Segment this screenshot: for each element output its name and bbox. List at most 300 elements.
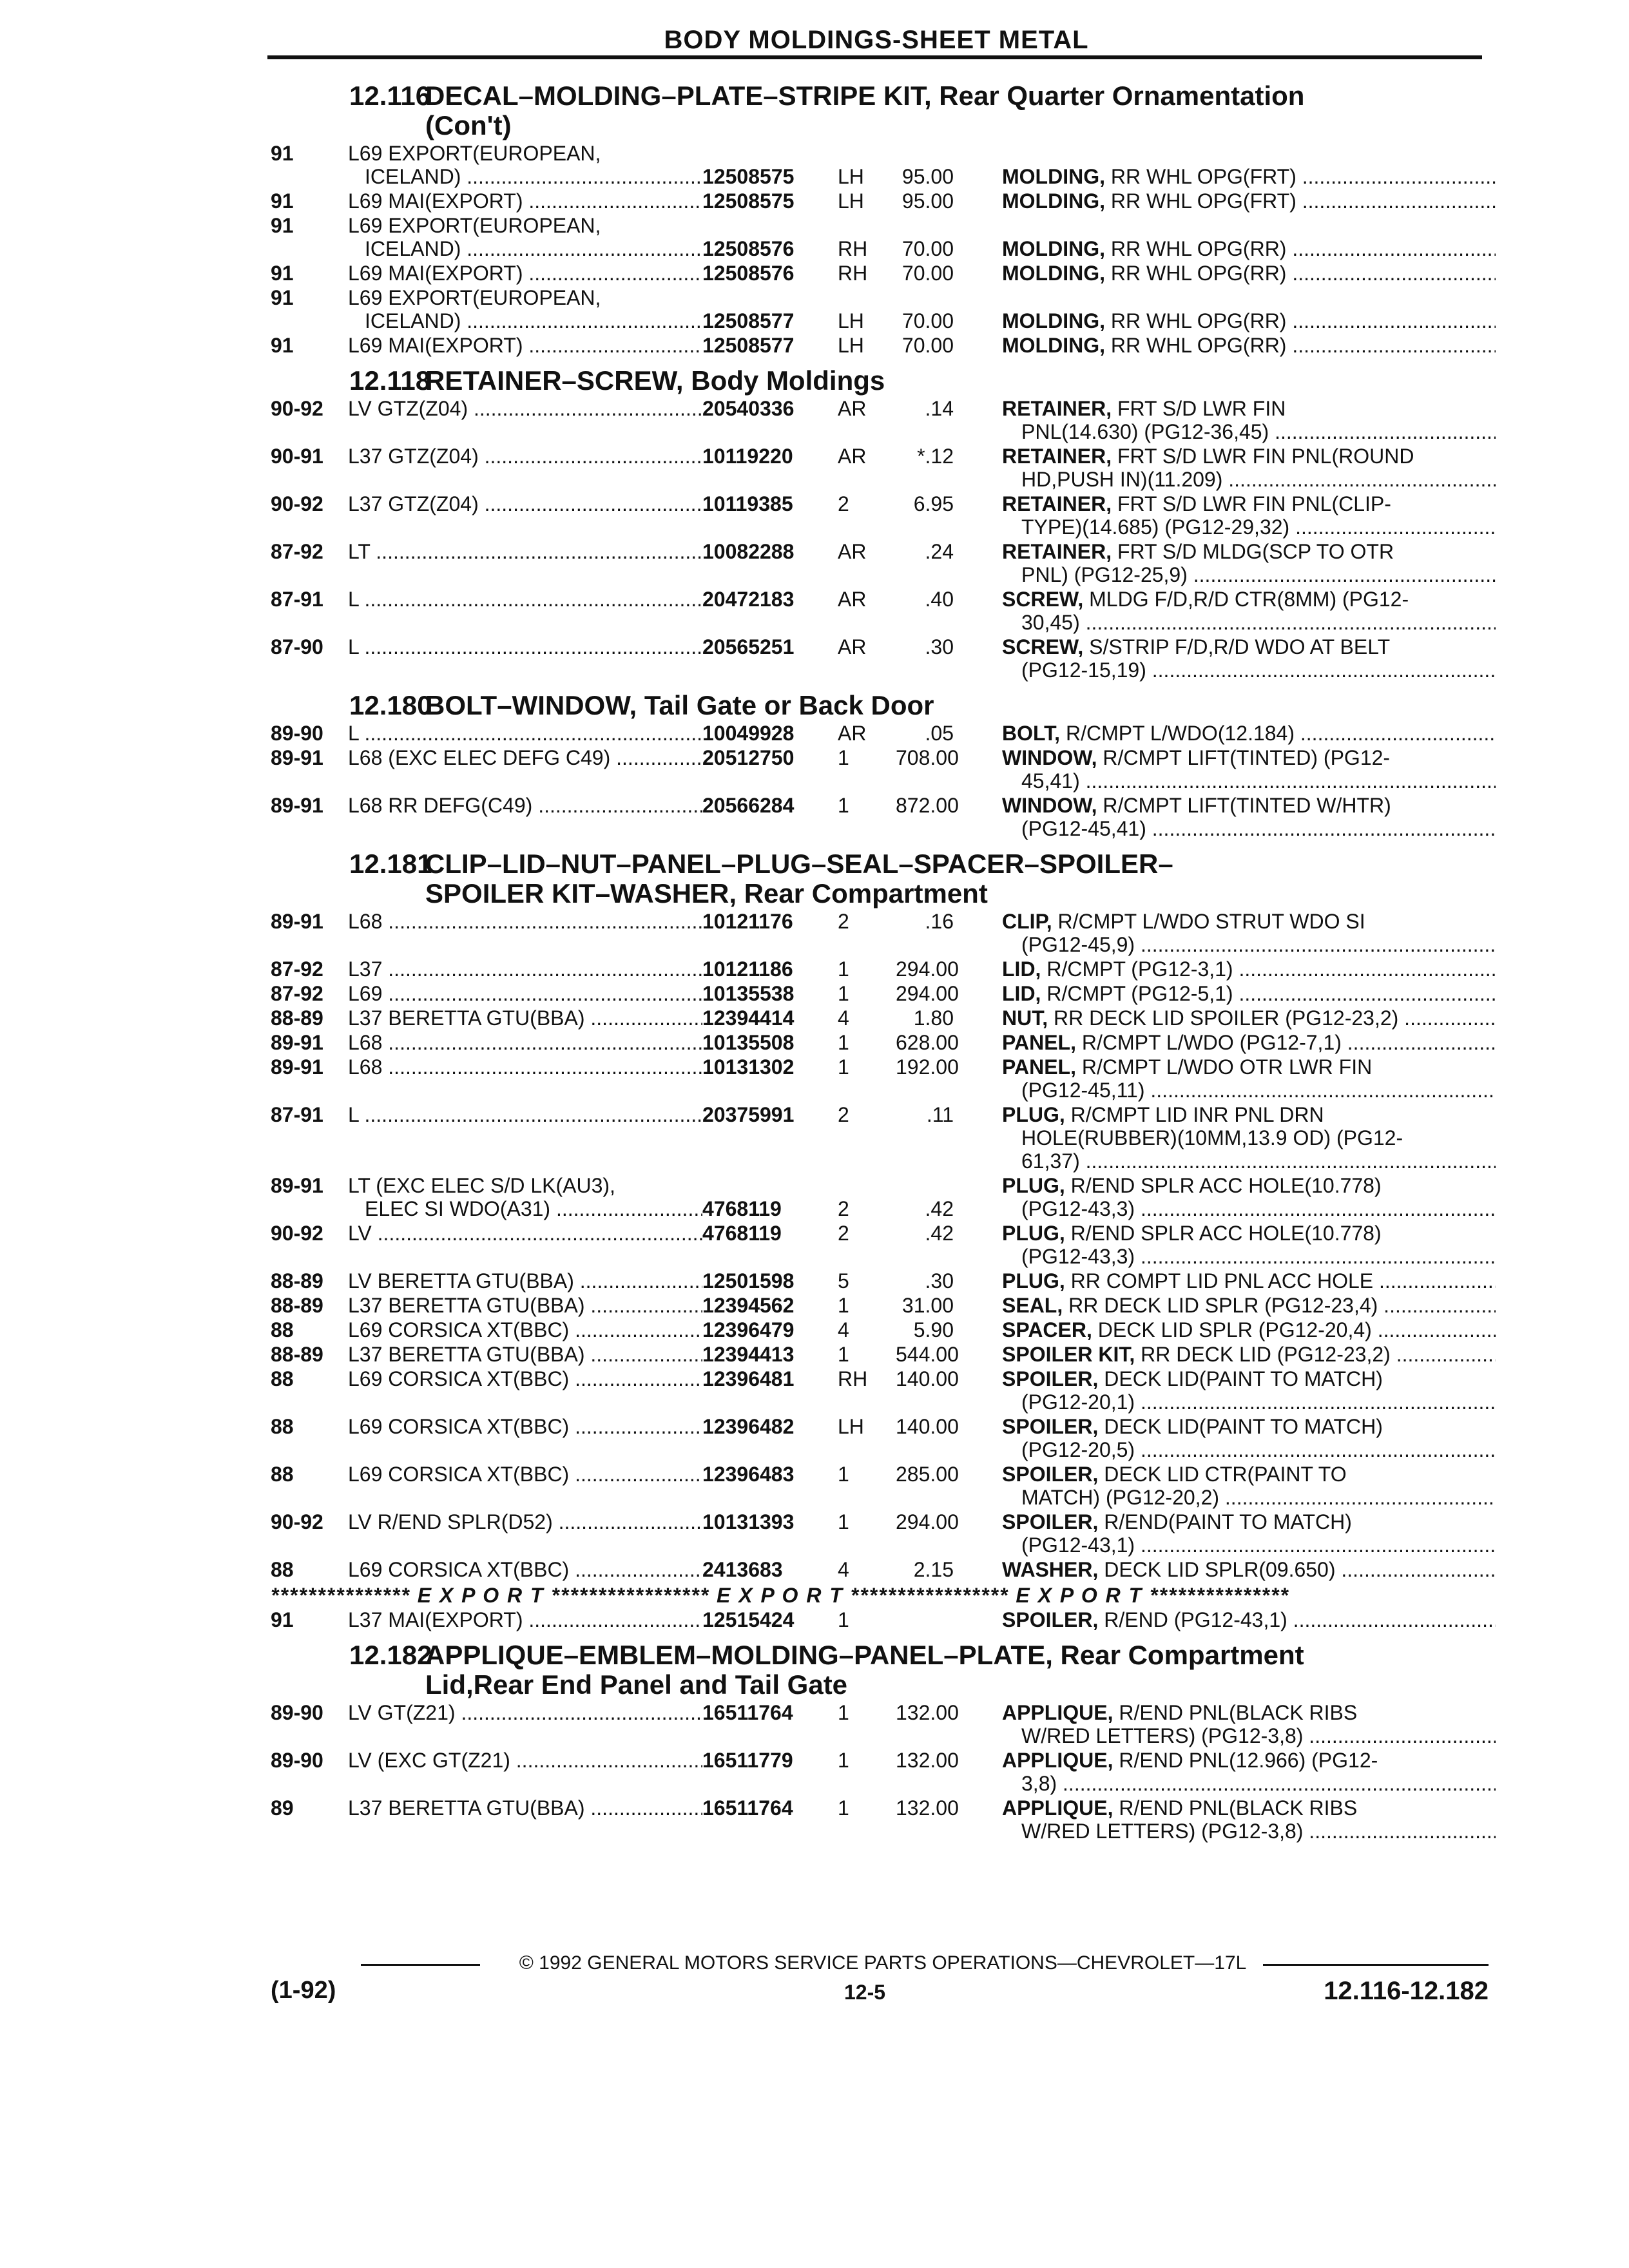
quantity: 2	[838, 1222, 849, 1245]
description	[974, 492, 1496, 539]
model-year: 90-92	[271, 492, 323, 515]
description-line: (PG12-43,1) .....	[1002, 1533, 1496, 1557]
description-name: RETAINER,	[1002, 397, 1112, 420]
description-name: APPLIQUE,	[1002, 1701, 1113, 1724]
quantity: LH	[838, 165, 864, 188]
description	[974, 334, 1496, 357]
model-cell	[348, 957, 702, 981]
model-year: 89-91	[271, 1055, 323, 1079]
model-line: LV BERETTA GTU(BBA) .....	[348, 1269, 702, 1293]
description	[974, 746, 1496, 793]
part-row	[271, 262, 1495, 285]
description-name: RETAINER,	[1002, 492, 1112, 515]
model-cell	[348, 262, 702, 285]
part-row	[271, 492, 1495, 539]
model-year: 89	[271, 1796, 294, 1820]
model-line: L37 BERETTA GTU(BBA) .....	[348, 1294, 702, 1317]
description-line: BOLT, R/CMPT L/WDO(12.184) .....	[1002, 722, 1496, 745]
description-line: MOLDING, RR WHL OPG(RR) .....	[1002, 334, 1496, 357]
part-number: 12394414	[702, 1006, 795, 1030]
model-year: 89-91	[271, 746, 323, 769]
quantity: LH	[838, 334, 864, 357]
model-cell	[348, 1415, 702, 1461]
description-line: 61,37) .....	[1002, 1149, 1496, 1173]
description-name: NUT,	[1002, 1006, 1048, 1030]
description-line: LID, R/CMPT (PG12-3,1) .....	[1002, 957, 1496, 981]
model-year: 89-91	[271, 1174, 323, 1197]
part-number: 20566284	[702, 794, 795, 817]
quantity: AR	[838, 635, 867, 658]
description-name: SPOILER,	[1002, 1510, 1099, 1533]
description-name: SPACER,	[1002, 1318, 1092, 1341]
description	[974, 982, 1496, 1005]
model-line: L68 (EXC ELEC DEFG C49) .....	[348, 746, 702, 769]
price: 95.00	[901, 189, 954, 213]
price: .14	[925, 397, 954, 420]
quantity: 1	[838, 1608, 849, 1631]
part-number: 12394562	[702, 1294, 795, 1317]
price: 6.95	[913, 492, 954, 515]
description-line: PNL) (PG12-25,9) .....	[1002, 563, 1496, 586]
description-name: SPOILER,	[1002, 1608, 1099, 1631]
model-year: 88	[271, 1367, 294, 1390]
part-number: 16511764	[702, 1796, 793, 1820]
description-name: LID,	[1002, 982, 1041, 1005]
part-number: 10082288	[702, 540, 795, 563]
description	[974, 540, 1496, 586]
description-line: 3,8) .....	[1002, 1772, 1496, 1795]
quantity: 4	[838, 1006, 849, 1030]
model-line: L69 MAI(EXPORT) .....	[348, 189, 702, 213]
description-line: SPOILER, DECK LID(PAINT TO MATCH)	[1002, 1367, 1383, 1390]
model-line: L37 MAI(EXPORT) .....	[348, 1608, 702, 1631]
quantity: 2	[838, 1103, 849, 1126]
model-cell	[348, 1006, 702, 1030]
price: 285.00	[896, 1463, 959, 1486]
part-number: 12508575	[702, 165, 795, 188]
description-line: NUT, RR DECK LID SPOILER (PG12-23,2) .....	[1002, 1006, 1496, 1030]
description-line: WINDOW, R/CMPT LIFT(TINTED W/HTR)	[1002, 794, 1391, 817]
description-name: MOLDING,	[1002, 189, 1105, 213]
model-year: 89-90	[271, 722, 323, 745]
part-row	[271, 1055, 1495, 1102]
model-line: L69 EXPORT(EUROPEAN,	[348, 214, 601, 237]
model-line: LV GTZ(Z04) .....	[348, 397, 702, 420]
price: 95.00	[901, 165, 954, 188]
model-year: 91	[271, 214, 294, 237]
quantity: AR	[838, 445, 867, 468]
model-line: L68 .....	[348, 1055, 702, 1079]
part-row	[271, 540, 1495, 586]
model-line: L37 .....	[348, 957, 702, 981]
description	[974, 165, 1496, 188]
part-row	[271, 1318, 1495, 1341]
model-year: 87-91	[271, 588, 323, 611]
model-line: L69 CORSICA XT(BBC) .....	[348, 1558, 702, 1581]
description-name: WINDOW,	[1002, 794, 1097, 817]
part-number: 10049928	[702, 722, 795, 745]
model-cell	[348, 1367, 702, 1414]
quantity: 1	[838, 746, 849, 769]
description	[974, 1055, 1496, 1102]
model-year: 88-89	[271, 1294, 323, 1317]
model-line: L37 GTZ(Z04) .....	[348, 492, 702, 515]
quantity: RH	[838, 237, 868, 260]
part-number: 20375991	[702, 1103, 795, 1126]
model-year: 89-91	[271, 794, 323, 817]
part-row	[271, 1749, 1495, 1795]
description-line: W/RED LETTERS) (PG12-3,8) .....	[1002, 1820, 1496, 1843]
part-number: 12508575	[702, 189, 795, 213]
model-line: L .....	[348, 588, 702, 611]
description-line: MOLDING, RR WHL OPG(RR) .....	[1002, 237, 1496, 260]
description-name: MOLDING,	[1002, 334, 1105, 357]
price: 5.90	[913, 1318, 954, 1341]
part-number: 12394413	[702, 1343, 795, 1366]
model-line: ICELAND) .....	[348, 165, 702, 188]
model-year: 88	[271, 1415, 294, 1438]
model-line: LT (EXC ELEC S/D LK(AU3),	[348, 1174, 615, 1197]
price: .11	[926, 1103, 954, 1126]
part-row	[271, 1558, 1495, 1581]
description-line: SPACER, DECK LID SPLR (PG12-20,4) .....	[1002, 1318, 1496, 1341]
part-row	[271, 286, 1495, 332]
part-number: 12396482	[702, 1415, 795, 1438]
quantity: 1	[838, 794, 849, 817]
price: 132.00	[896, 1796, 959, 1820]
part-row	[271, 588, 1495, 634]
description-line: APPLIQUE, R/END PNL(BLACK RIBS	[1002, 1701, 1358, 1724]
description-line: SCREW, S/STRIP F/D,R/D WDO AT BELT	[1002, 635, 1391, 658]
description	[974, 1222, 1496, 1268]
section-title	[425, 849, 1495, 908]
description-line: RETAINER, FRT S/D LWR FIN	[1002, 397, 1286, 420]
section-title-line: BOLT–WINDOW, Tail Gate or Back Door	[425, 690, 934, 720]
description-name: SPOILER,	[1002, 1367, 1099, 1390]
model-cell	[348, 397, 702, 443]
section-number: 12.116	[349, 81, 431, 111]
quantity: LH	[838, 1415, 864, 1438]
description-line: PLUG, R/CMPT LID INR PNL DRN	[1002, 1103, 1324, 1126]
model-year: 88-89	[271, 1269, 323, 1293]
part-number: 10119220	[702, 445, 793, 468]
description-line: (PG12-43,3) .....	[1002, 1245, 1496, 1268]
part-number: 12396483	[702, 1463, 795, 1486]
description-name: PLUG,	[1002, 1103, 1065, 1126]
description	[974, 1031, 1496, 1054]
part-number: 10131393	[702, 1510, 795, 1533]
model-cell	[348, 1055, 702, 1102]
part-row	[271, 982, 1495, 1005]
quantity: RH	[838, 1367, 868, 1390]
model-year: 91	[271, 286, 294, 309]
description-line: PANEL, R/CMPT L/WDO (PG12-7,1) .....	[1002, 1031, 1496, 1054]
description-name: APPLIQUE,	[1002, 1796, 1113, 1820]
price: 294.00	[896, 1510, 959, 1533]
description-name: SPOILER KIT,	[1002, 1343, 1135, 1366]
part-row	[271, 1006, 1495, 1030]
description-line: (PG12-20,1) .....	[1002, 1390, 1496, 1414]
model-line: ELEC SI WDO(A31) .....	[348, 1197, 702, 1220]
price: 2.15	[913, 1558, 954, 1581]
part-number: 12508577	[702, 309, 795, 332]
quantity: AR	[838, 540, 867, 563]
part-row	[271, 142, 1495, 188]
part-row	[271, 1701, 1495, 1747]
model-cell	[348, 540, 702, 586]
model-line: LV GT(Z21) .....	[348, 1701, 702, 1724]
description-line: PLUG, R/END SPLR ACC HOLE(10.778)	[1002, 1222, 1382, 1245]
quantity: AR	[838, 722, 867, 745]
export-divider: *************** E X P O R T ***************** E X P O R T ***************** E X P O R T ***************	[271, 1584, 1289, 1607]
quantity: AR	[838, 588, 867, 611]
model-line: LV (EXC GT(Z21) .....	[348, 1749, 702, 1772]
footer-page-number: 12-5	[844, 1981, 886, 2004]
quantity: LH	[838, 309, 864, 332]
price	[896, 1608, 973, 1631]
description-line: PLUG, RR COMPT LID PNL ACC HOLE .....	[1002, 1269, 1496, 1293]
section-heading	[271, 1640, 1495, 1700]
description	[974, 794, 1496, 840]
description-line: RETAINER, FRT S/D LWR FIN PNL(ROUND	[1002, 445, 1414, 468]
model-line: LV .....	[348, 1222, 702, 1245]
part-number: 20512750	[702, 746, 795, 769]
part-number: 12396481	[702, 1367, 795, 1390]
part-row	[271, 1343, 1495, 1366]
model-cell	[348, 1796, 702, 1843]
description-line: APPLIQUE, R/END PNL(BLACK RIBS	[1002, 1796, 1358, 1820]
description	[974, 635, 1496, 682]
model-cell	[348, 1701, 702, 1747]
price: .16	[925, 910, 954, 933]
description	[974, 445, 1496, 491]
price: 708.00	[896, 746, 959, 769]
part-row	[271, 1415, 1495, 1461]
description	[974, 1510, 1496, 1557]
model-line: L37 BERETTA GTU(BBA) .....	[348, 1343, 702, 1366]
description	[974, 910, 1496, 956]
part-row	[271, 746, 1495, 793]
part-number: 10135508	[702, 1031, 795, 1054]
part-row	[271, 1463, 1495, 1509]
section-title	[425, 366, 1495, 396]
description-line: SPOILER, DECK LID CTR(PAINT TO	[1002, 1463, 1347, 1486]
section-heading	[271, 691, 1495, 720]
part-number: 12508576	[702, 262, 795, 285]
part-row	[271, 397, 1495, 443]
quantity: 1	[838, 1031, 849, 1054]
price: .30	[925, 635, 954, 658]
model-year: 88	[271, 1318, 294, 1341]
quantity: RH	[838, 262, 868, 285]
section-title-line: APPLIQUE–EMBLEM–MOLDING–PANEL–PLATE, Rear Compartment	[425, 1640, 1304, 1670]
model-line: L68 .....	[348, 910, 702, 933]
description	[974, 237, 1496, 260]
model-cell	[348, 1558, 702, 1581]
quantity: 1	[838, 1055, 849, 1079]
quantity: 4	[838, 1558, 849, 1581]
model-year: 87-92	[271, 957, 323, 981]
price: 140.00	[896, 1415, 959, 1438]
description	[974, 1367, 1496, 1414]
description-line: SCREW, MLDG F/D,R/D CTR(8MM) (PG12-	[1002, 588, 1409, 611]
description-name: RETAINER,	[1002, 540, 1112, 563]
part-row	[271, 214, 1495, 260]
description-name: PANEL,	[1002, 1031, 1076, 1054]
model-line: L69 CORSICA XT(BBC) .....	[348, 1318, 702, 1341]
part-row	[271, 635, 1495, 682]
model-line: L69 CORSICA XT(BBC) .....	[348, 1367, 702, 1390]
part-row	[271, 722, 1495, 745]
description-line: SPOILER, R/END(PAINT TO MATCH)	[1002, 1510, 1352, 1533]
section-title-line: SPOILER KIT–WASHER, Rear Compartment	[425, 878, 988, 908]
section-title	[425, 1640, 1495, 1700]
section-number: 12.118	[349, 365, 431, 396]
section-title	[425, 81, 1495, 140]
description	[974, 189, 1496, 213]
description	[974, 262, 1496, 285]
section-title	[425, 691, 1495, 720]
model-line: L69 CORSICA XT(BBC) .....	[348, 1463, 702, 1486]
model-cell	[348, 1031, 702, 1054]
quantity: 2	[838, 492, 849, 515]
price: .40	[925, 588, 954, 611]
section-title-line: RETAINER–SCREW, Body Moldings	[425, 365, 885, 396]
price: 70.00	[901, 334, 954, 357]
model-cell	[348, 1463, 702, 1509]
quantity: 5	[838, 1269, 849, 1293]
price: 70.00	[901, 237, 954, 260]
model-cell	[348, 1222, 702, 1268]
part-row	[271, 1031, 1495, 1054]
model-cell	[348, 1294, 702, 1317]
model-cell	[348, 1510, 702, 1557]
description	[974, 1463, 1496, 1509]
model-line: L .....	[348, 635, 702, 658]
price: .42	[925, 1197, 954, 1220]
model-year: 88-89	[271, 1006, 323, 1030]
description	[974, 1318, 1496, 1341]
description-name: PLUG,	[1002, 1222, 1065, 1245]
price: 628.00	[896, 1031, 959, 1054]
section-number: 12.181	[349, 849, 432, 879]
model-year: 89-91	[271, 1031, 323, 1054]
model-cell	[348, 1343, 702, 1366]
model-cell	[348, 1174, 702, 1220]
section-heading	[271, 849, 1495, 908]
description-line: (PG12-45,11) .....	[1002, 1079, 1496, 1102]
quantity: 1	[838, 1510, 849, 1533]
price: .24	[925, 540, 954, 563]
description-line: CLIP, R/CMPT L/WDO STRUT WDO SI	[1002, 910, 1365, 933]
model-line: L37 BERETTA GTU(BBA) .....	[348, 1796, 702, 1820]
model-line: L69 MAI(EXPORT) .....	[348, 334, 702, 357]
model-year: 87-92	[271, 982, 323, 1005]
catalog-content	[271, 72, 1495, 1843]
model-cell	[348, 189, 702, 213]
description-name: LID,	[1002, 957, 1041, 981]
model-cell	[348, 445, 702, 491]
quantity: 1	[838, 1343, 849, 1366]
description-line: W/RED LETTERS) (PG12-3,8) .....	[1002, 1724, 1496, 1747]
model-year: 91	[271, 334, 294, 357]
description-name: CLIP,	[1002, 910, 1052, 933]
description	[974, 1343, 1496, 1366]
part-number: 4768119	[702, 1197, 782, 1220]
part-row	[271, 445, 1495, 491]
description-line: MOLDING, RR WHL OPG(RR) .....	[1002, 262, 1496, 285]
part-number: 12508577	[702, 334, 795, 357]
model-cell	[348, 1318, 702, 1341]
description-line: SPOILER KIT, RR DECK LID (PG12-23,2) .....	[1002, 1343, 1496, 1366]
section-title-line: DECAL–MOLDING–PLATE–STRIPE KIT, Rear Quarter Ornamentation	[425, 81, 1305, 111]
model-cell	[348, 588, 702, 634]
description-line: MOLDING, RR WHL OPG(FRT) .....	[1002, 189, 1496, 213]
price: 132.00	[896, 1749, 959, 1772]
quantity: 1	[838, 1463, 849, 1486]
model-line: LV R/END SPLR(D52) .....	[348, 1510, 702, 1533]
price: .30	[925, 1269, 954, 1293]
price: 70.00	[901, 262, 954, 285]
part-number: 2413683	[702, 1558, 783, 1581]
model-year: 91	[271, 189, 294, 213]
model-line: LT .....	[348, 540, 702, 563]
model-cell	[348, 910, 702, 956]
description-line: PLUG, R/END SPLR ACC HOLE(10.778)	[1002, 1174, 1382, 1197]
quantity: 1	[838, 1701, 849, 1724]
description-line: RETAINER, FRT S/D MLDG(SCP TO OTR	[1002, 540, 1394, 563]
description-name: MOLDING,	[1002, 165, 1105, 188]
model-cell	[348, 1269, 702, 1293]
price: 132.00	[896, 1701, 959, 1724]
section-heading	[271, 81, 1495, 140]
price: .05	[925, 722, 954, 745]
footer-revision: (1-92)	[271, 1977, 336, 2004]
part-number: 20472183	[702, 588, 795, 611]
description-name: SCREW,	[1002, 635, 1084, 658]
description-line: SPOILER, R/END (PG12-43,1) .....	[1002, 1608, 1496, 1631]
model-year: 89-90	[271, 1701, 323, 1724]
part-row	[271, 1174, 1495, 1220]
description	[974, 1294, 1496, 1317]
model-year: 87-91	[271, 1103, 323, 1126]
part-row	[271, 1294, 1495, 1317]
model-line: L69 CORSICA XT(BBC) .....	[348, 1415, 702, 1438]
price: .42	[925, 1222, 954, 1245]
description-line: TYPE)(14.685) (PG12-29,32) .....	[1002, 515, 1496, 539]
part-number: 10119385	[702, 492, 793, 515]
model-cell	[348, 1749, 702, 1795]
model-year: 88-89	[271, 1343, 323, 1366]
model-year: 89-91	[271, 910, 323, 933]
description-line: PANEL, R/CMPT L/WDO OTR LWR FIN	[1002, 1055, 1373, 1079]
header-rule	[267, 55, 1482, 59]
price: 140.00	[896, 1367, 959, 1390]
model-line: L69 .....	[348, 982, 702, 1005]
model-year: 89-90	[271, 1749, 323, 1772]
model-year: 91	[271, 1608, 294, 1631]
description-line: (PG12-43,3) .....	[1002, 1197, 1496, 1220]
description	[974, 588, 1496, 634]
description	[974, 1006, 1496, 1030]
model-year: 90-91	[271, 445, 323, 468]
model-year: 88	[271, 1463, 294, 1486]
part-number: 12515424	[702, 1608, 795, 1631]
description	[974, 1174, 1496, 1220]
model-line: ICELAND) .....	[348, 309, 702, 332]
part-number: 20540336	[702, 397, 795, 420]
description-line: HOLE(RUBBER)(10MM,13.9 OD) (PG12-	[1021, 1126, 1403, 1149]
